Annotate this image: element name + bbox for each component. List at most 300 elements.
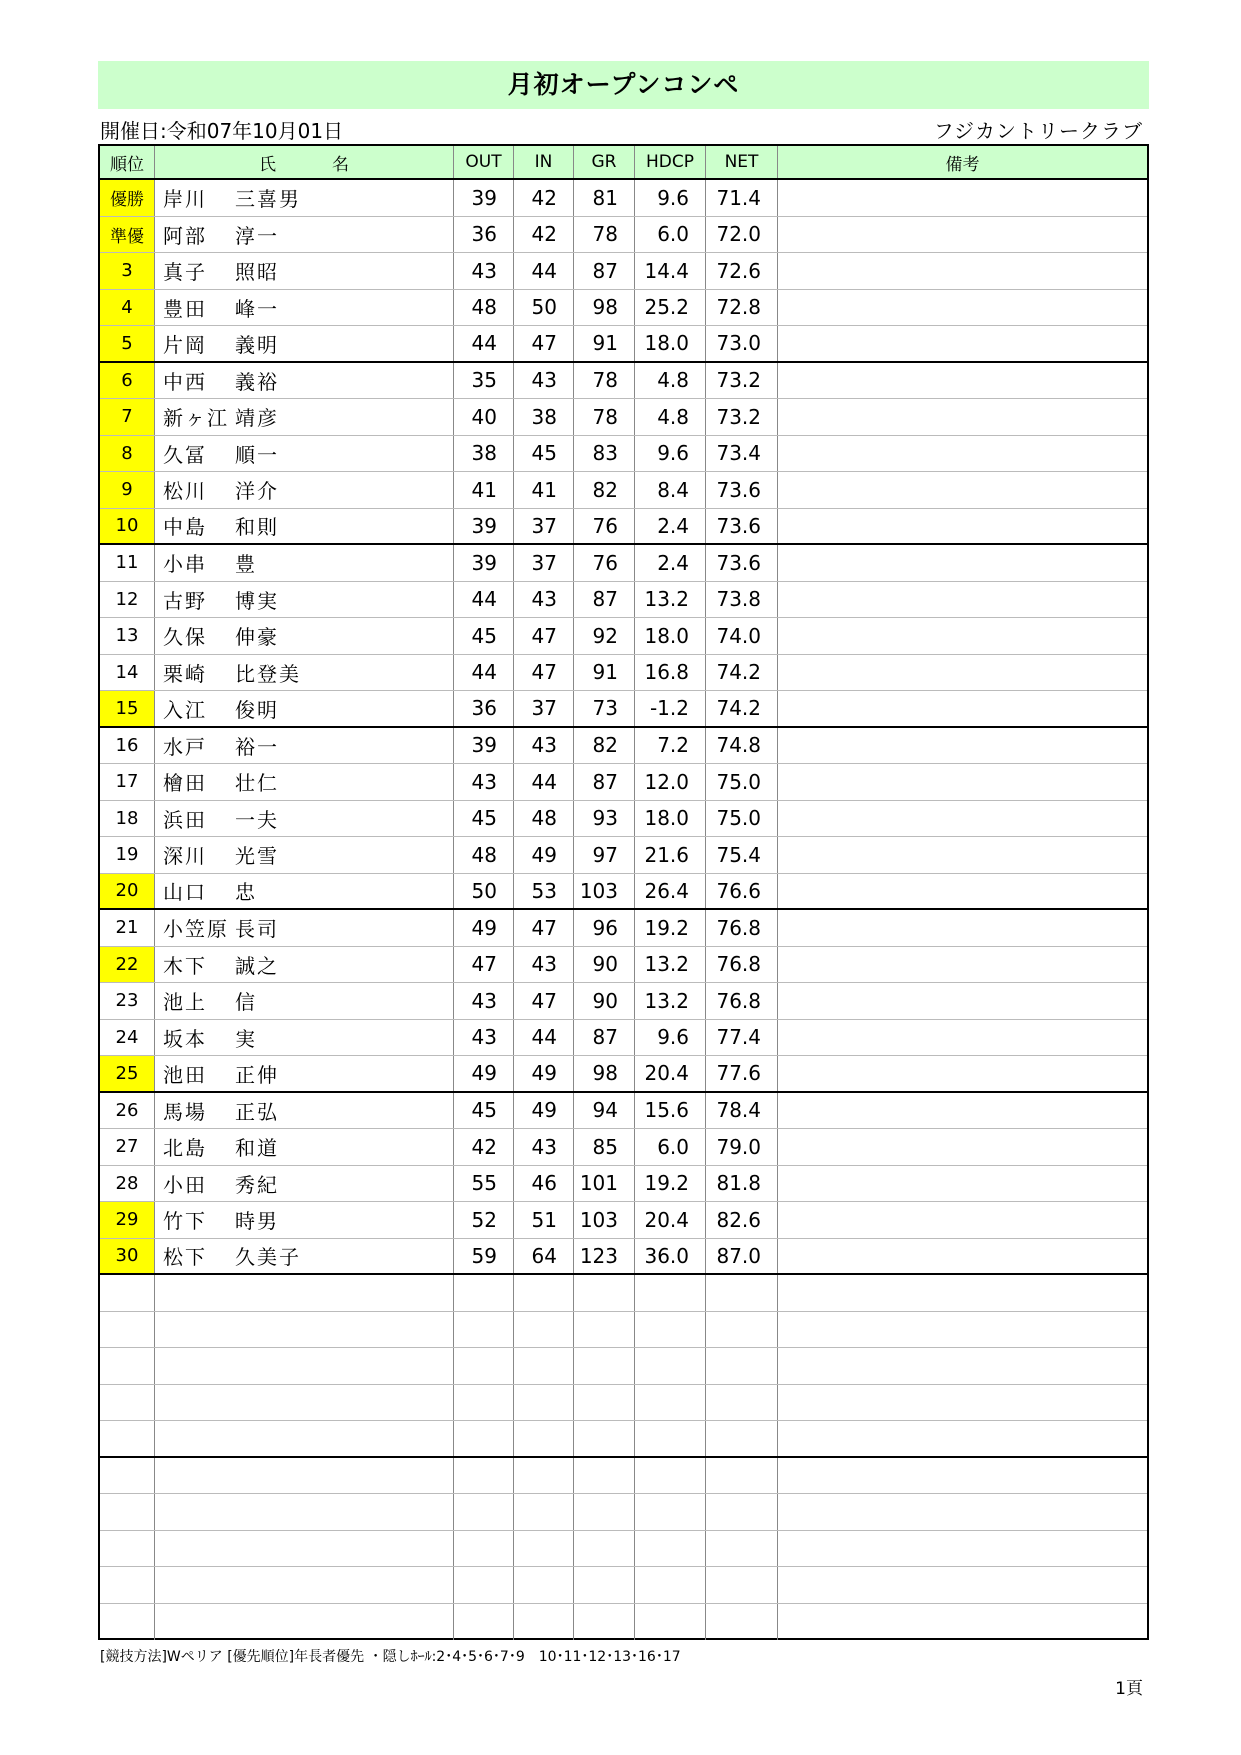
last-name: 池上 [163,990,207,1015]
name-cell [155,1458,454,1494]
competition-rules: [競技方法]Wペリア [優先順位]年長者優先 ・隠しﾎｰﾙ:2･4･5･6･7･9 10･11･12･13･16･17 [100,1649,681,1665]
net-score: 77.4 [706,1020,778,1056]
gross-score: 92 [574,618,635,654]
table-row [100,290,1147,327]
note-cell [778,728,1147,764]
last-name: 小田 [163,1172,207,1197]
name-cell [155,180,454,216]
name-cell [155,910,454,946]
last-name: 檜田 [163,771,207,796]
net-score: 75.0 [706,801,778,837]
header-out: OUT [454,146,514,178]
last-name: 小串 [163,552,207,577]
first-name: 義裕 [235,369,279,394]
in-score: 49 [514,1056,574,1091]
gross-score [574,1531,635,1567]
table-row [100,728,1147,765]
note-cell [778,837,1147,873]
in-score [514,1348,574,1384]
out-score: 55 [454,1166,514,1202]
table-row [100,1129,1147,1166]
gross-score [574,1312,635,1348]
note-cell [778,1494,1147,1530]
note-cell [778,180,1147,216]
last-name: 水戸 [163,734,207,759]
rank-cell: 優勝 [100,180,155,216]
rank-cell: 7 [100,399,155,435]
note-cell [778,290,1147,326]
gross-score: 81 [574,180,635,216]
gross-score: 87 [574,1020,635,1056]
handicap: 7.2 [635,728,706,764]
name-cell [155,509,454,544]
rank-cell [100,1275,155,1311]
net-score [706,1494,778,1530]
table-row [100,582,1147,619]
gross-score: 101 [574,1166,635,1202]
handicap: 4.8 [635,363,706,399]
note-cell [778,691,1147,726]
in-score: 37 [514,545,574,581]
note-cell [778,764,1147,800]
gross-score: 83 [574,436,635,472]
out-score [454,1531,514,1567]
table-row [100,1385,1147,1422]
gross-score [574,1458,635,1494]
gross-score: 103 [574,874,635,909]
rank-cell: 29 [100,1202,155,1238]
out-score [454,1421,514,1456]
table-row [100,436,1147,473]
note-cell [778,1093,1147,1129]
first-name: 秀紀 [235,1172,279,1197]
name-cell [155,363,454,399]
out-score [454,1604,514,1641]
handicap: 36.0 [635,1239,706,1274]
net-score [706,1604,778,1641]
header-name-1: 氏 [259,154,276,175]
out-score: 43 [454,253,514,289]
last-name: 小笠原 [163,917,229,942]
in-score: 43 [514,728,574,764]
rank-cell: 13 [100,618,155,654]
handicap [635,1458,706,1494]
in-score: 43 [514,582,574,618]
header-note: 備考 [945,154,980,175]
in-score: 47 [514,910,574,946]
table-row [100,1056,1147,1093]
handicap: 18.0 [635,618,706,654]
first-name: 和道 [235,1136,279,1161]
in-score: 44 [514,1020,574,1056]
net-score: 72.6 [706,253,778,289]
last-name: 坂本 [163,1026,207,1051]
in-score: 43 [514,1129,574,1165]
out-score: 47 [454,947,514,983]
first-name: 博実 [235,588,279,613]
first-name: 俊明 [235,697,279,722]
name-cell [155,801,454,837]
note-cell [778,326,1147,361]
in-score [514,1531,574,1567]
net-score: 77.6 [706,1056,778,1091]
last-name: 竹下 [163,1209,207,1234]
note-cell [778,399,1147,435]
rank-cell [100,1348,155,1384]
name-cell [155,874,454,909]
header-net: NET [706,146,778,178]
gross-score: 85 [574,1129,635,1165]
gross-score [574,1567,635,1603]
out-score: 49 [454,910,514,946]
gross-score: 98 [574,290,635,326]
last-name: 栗崎 [163,661,207,686]
rank-cell: 3 [100,253,155,289]
table-row [100,837,1147,874]
last-name: 浜田 [163,807,207,832]
gross-score: 123 [574,1239,635,1274]
table-header [100,146,1147,180]
in-score: 53 [514,874,574,909]
gross-score: 97 [574,837,635,873]
note-cell [778,1458,1147,1494]
note-cell [778,655,1147,691]
name-cell [155,1531,454,1567]
rank-cell [100,1385,155,1421]
in-score: 43 [514,363,574,399]
rank-cell: 9 [100,472,155,508]
out-score [454,1385,514,1421]
last-name: 豊田 [163,296,207,321]
name-cell [155,1202,454,1238]
table-row [100,545,1147,582]
name-cell [155,1275,454,1311]
rank-cell [100,1312,155,1348]
gross-score [574,1348,635,1384]
rank-cell: 10 [100,509,155,544]
out-score: 35 [454,363,514,399]
in-score [514,1312,574,1348]
rank-cell [100,1421,155,1456]
note-cell [778,1604,1147,1641]
first-name: 裕一 [235,734,279,759]
name-cell [155,399,454,435]
table-row [100,1166,1147,1203]
out-score: 38 [454,436,514,472]
table-row [100,363,1147,400]
handicap: 12.0 [635,764,706,800]
rank-cell: 26 [100,1093,155,1129]
last-name: 久冨 [163,442,207,467]
last-name: 入江 [163,697,207,722]
gross-score: 91 [574,326,635,361]
name-cell [155,655,454,691]
rank-cell: 23 [100,983,155,1019]
net-score [706,1421,778,1456]
net-score [706,1531,778,1567]
in-score: 47 [514,618,574,654]
rank-cell: 21 [100,910,155,946]
table-row [100,509,1147,546]
handicap: 9.6 [635,180,706,216]
handicap: 18.0 [635,326,706,361]
in-score [514,1604,574,1641]
table-row [100,399,1147,436]
gross-score: 76 [574,509,635,544]
last-name: 岸川 [163,187,207,212]
out-score: 36 [454,691,514,726]
net-score: 73.8 [706,582,778,618]
note-cell [778,1275,1147,1311]
net-score: 72.0 [706,217,778,253]
note-cell [778,545,1147,581]
net-score: 75.0 [706,764,778,800]
last-name: 松下 [163,1245,207,1270]
note-cell [778,1421,1147,1456]
header-in: IN [514,146,574,178]
gross-score [574,1385,635,1421]
first-name: 豊 [235,552,257,577]
note-cell [778,1020,1147,1056]
out-score: 48 [454,290,514,326]
last-name: 中島 [163,515,207,540]
last-name: 木下 [163,953,207,978]
name-cell [155,691,454,726]
note-cell [778,1531,1147,1567]
out-score: 41 [454,472,514,508]
gross-score: 78 [574,217,635,253]
gross-score: 87 [574,253,635,289]
name-cell [155,1421,454,1456]
rank-cell [100,1567,155,1603]
first-name: 壮仁 [235,771,279,796]
net-score [706,1567,778,1603]
last-name: 馬場 [163,1099,207,1124]
rank-cell: 17 [100,764,155,800]
out-score [454,1494,514,1530]
net-score [706,1385,778,1421]
in-score: 37 [514,691,574,726]
in-score: 64 [514,1239,574,1274]
in-score [514,1385,574,1421]
out-score: 52 [454,1202,514,1238]
table-body [100,180,1147,1640]
last-name: 深川 [163,844,207,869]
table-row [100,764,1147,801]
out-score: 48 [454,837,514,873]
table-row [100,655,1147,692]
note-cell [778,253,1147,289]
handicap [635,1312,706,1348]
page-number: 1頁 [1115,1679,1143,1699]
first-name: 淳一 [235,223,279,248]
handicap: 15.6 [635,1093,706,1129]
note-cell [778,910,1147,946]
name-cell [155,1129,454,1165]
table-row [100,618,1147,655]
note-cell [778,436,1147,472]
handicap: 16.8 [635,655,706,691]
handicap: 19.2 [635,910,706,946]
name-cell [155,1312,454,1348]
in-score: 45 [514,436,574,472]
table-row [100,472,1147,509]
table-row [100,1312,1147,1349]
last-name: 松川 [163,479,207,504]
gross-score: 96 [574,910,635,946]
name-cell [155,983,454,1019]
handicap: 26.4 [635,874,706,909]
gross-score: 103 [574,1202,635,1238]
note-cell [778,217,1147,253]
handicap [635,1275,706,1311]
note-cell [778,1385,1147,1421]
first-name: 誠之 [235,953,279,978]
header-rank: 順位 [100,146,155,178]
last-name: 阿部 [163,223,207,248]
name-cell [155,1494,454,1530]
out-score: 45 [454,1093,514,1129]
note-cell [778,1166,1147,1202]
table-row [100,801,1147,838]
handicap: 14.4 [635,253,706,289]
gross-score: 87 [574,764,635,800]
net-score: 74.2 [706,691,778,726]
rank-cell: 25 [100,1056,155,1091]
table-row [100,910,1147,947]
first-name: 洋介 [235,479,279,504]
gross-score: 94 [574,1093,635,1129]
in-score: 49 [514,837,574,873]
note-cell [778,801,1147,837]
net-score: 76.8 [706,910,778,946]
handicap: 8.4 [635,472,706,508]
table-row [100,1458,1147,1495]
handicap: 4.8 [635,399,706,435]
club-name: フジカントリークラブ [933,119,1143,143]
table-row [100,1567,1147,1604]
rank-cell [100,1531,155,1567]
net-score: 72.8 [706,290,778,326]
handicap: 9.6 [635,1020,706,1056]
gross-score: 73 [574,691,635,726]
net-score [706,1312,778,1348]
table-row [100,1531,1147,1568]
handicap: 2.4 [635,545,706,581]
first-name: 実 [235,1026,257,1051]
first-name: 光雪 [235,844,279,869]
gross-score: 90 [574,983,635,1019]
gross-score: 82 [574,728,635,764]
handicap [635,1421,706,1456]
last-name: 山口 [163,880,207,905]
net-score: 73.2 [706,363,778,399]
first-name: 比登美 [235,661,301,686]
rank-cell: 8 [100,436,155,472]
handicap: 6.0 [635,217,706,253]
net-score: 73.6 [706,545,778,581]
header-hdcp: HDCP [635,146,706,178]
net-score: 73.0 [706,326,778,361]
out-score [454,1312,514,1348]
out-score: 40 [454,399,514,435]
in-score: 42 [514,180,574,216]
rank-cell [100,1604,155,1641]
handicap: 6.0 [635,1129,706,1165]
note-cell [778,1312,1147,1348]
in-score: 44 [514,253,574,289]
note-cell [778,1129,1147,1165]
page-title: 月初オープンコンペ [98,61,1149,109]
first-name: 時男 [235,1209,279,1234]
gross-score: 87 [574,582,635,618]
net-score: 79.0 [706,1129,778,1165]
in-score: 49 [514,1093,574,1129]
name-cell [155,1020,454,1056]
last-name: 北島 [163,1136,207,1161]
gross-score: 76 [574,545,635,581]
first-name: 正弘 [235,1099,279,1124]
out-score: 43 [454,983,514,1019]
in-score: 38 [514,399,574,435]
name-cell [155,1604,454,1641]
first-name: 順一 [235,442,279,467]
table-row [100,1348,1147,1385]
out-score: 43 [454,764,514,800]
gross-score: 93 [574,801,635,837]
note-cell [778,874,1147,909]
rank-cell: 19 [100,837,155,873]
rank-cell: 24 [100,1020,155,1056]
out-score [454,1458,514,1494]
note-cell [778,1567,1147,1603]
net-score: 73.2 [706,399,778,435]
first-name: 長司 [235,917,279,942]
out-score [454,1275,514,1311]
in-score [514,1494,574,1530]
note-cell [778,509,1147,544]
in-score: 42 [514,217,574,253]
name-cell [155,1567,454,1603]
handicap: 13.2 [635,983,706,1019]
last-name: 久保 [163,625,207,650]
in-score: 48 [514,801,574,837]
note-cell [778,983,1147,1019]
note-cell [778,1056,1147,1091]
net-score: 71.4 [706,180,778,216]
name-cell [155,1239,454,1274]
net-score [706,1348,778,1384]
out-score: 50 [454,874,514,909]
handicap: 18.0 [635,801,706,837]
first-name: 三喜男 [235,187,301,212]
header-name-2: 名 [332,154,349,175]
in-score: 46 [514,1166,574,1202]
first-name: 照昭 [235,260,279,285]
rank-cell: 18 [100,801,155,837]
table-row [100,1202,1147,1239]
table-row [100,1020,1147,1057]
rank-cell: 11 [100,545,155,581]
gross-score [574,1494,635,1530]
table-row [100,947,1147,984]
out-score: 39 [454,180,514,216]
out-score: 39 [454,545,514,581]
rank-cell: 15 [100,691,155,726]
net-score: 78.4 [706,1093,778,1129]
rank-cell: 30 [100,1239,155,1274]
name-cell [155,837,454,873]
